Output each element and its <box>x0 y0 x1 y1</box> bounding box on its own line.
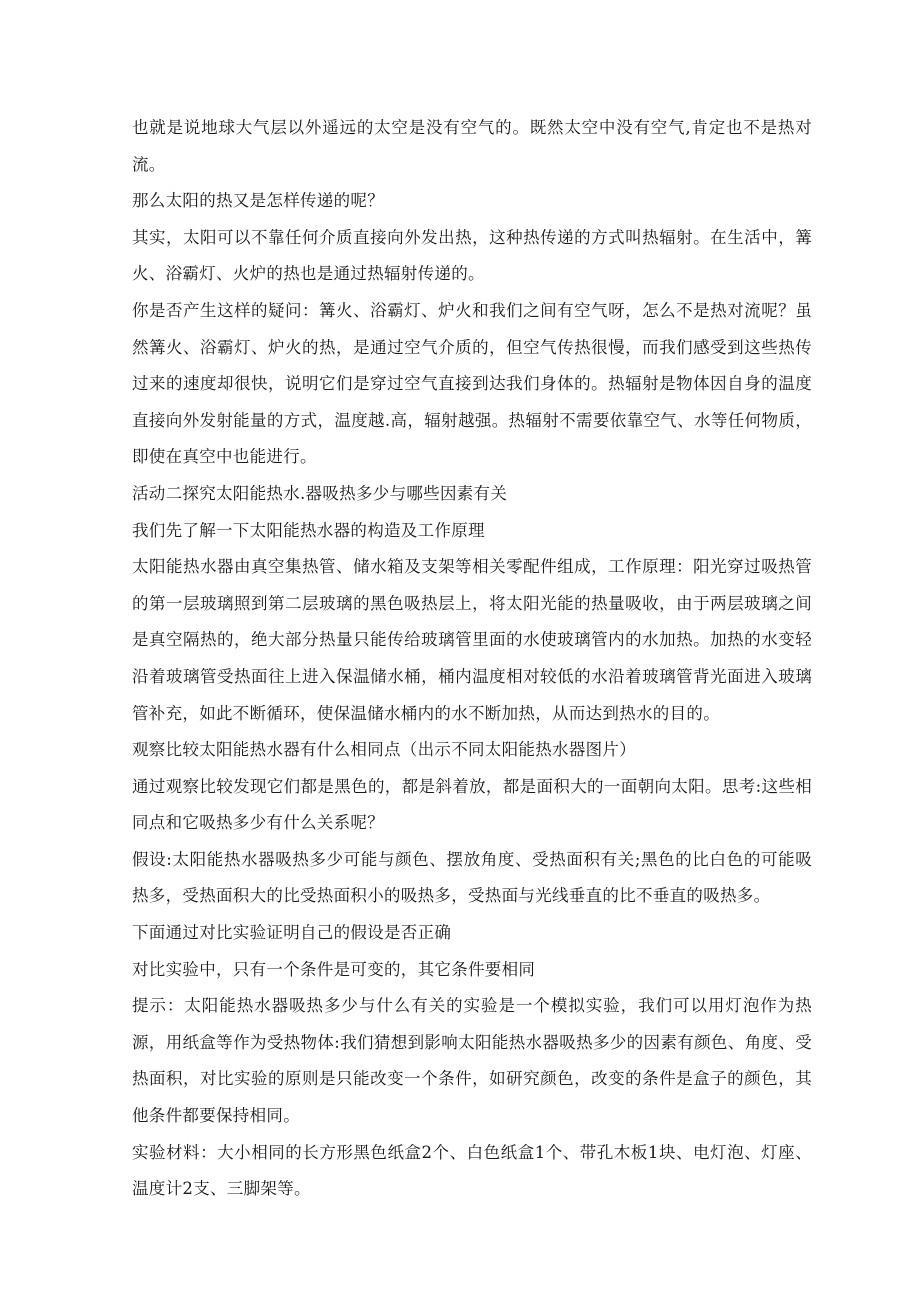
paragraph-7: 太阳能热水器由真空集热管、储水箱及支架等相关零配件组成，工作原理：阳光穿过吸热管的第一层玻璃照到第二层玻璃的黑色吸热层上，将太阳光能的热量吸收，由于两层玻璃之间是真空隔热的，绝大部分热量只能传给玻璃管里面的水使玻璃管内的水加热。加热的水变轻沿着玻璃管受热面往上进入保温储水桶，桶内温度相对较低的水沿着玻璃管背光面进入玻璃管补充，如此不断循环，使保温储水桶内的水不断加热，从而达到热水的目的。 <box>132 557 812 723</box>
paragraph-11: 下面通过对比实验证明自己的假设是否正确 <box>132 923 452 943</box>
paragraph-10: 假设:太阳能热水器吸热多少可能与颜色、摆放角度、受热面积有关;黑色的比白色的可能吸热多，受热面积大的比受热面积小的吸热多，受热面与光线垂直的比不垂直的吸热多。 <box>132 849 812 906</box>
paragraph-9: 通过观察比较发现它们都是黑色的，都是斜着放，都是面积大的一面朝向太阳。思考:这些相同点和它吸热多少有什么关系呢？ <box>132 776 812 833</box>
document-body <box>132 110 812 1208</box>
paragraph-14: 实验材料：大小相同的长方形黑色纸盒2个、白色纸盒1个、带孔木板1块、电灯泡、灯座、温度计2支、三脚架等。 <box>132 1142 812 1199</box>
paragraph-13: 提示：太阳能热水器吸热多少与什么有关的实验是一个模拟实验，我们可以用灯泡作为热源，用纸盒等作为受热物体:我们猜想到影响太阳能热水器吸热多少的因素有颜色、角度、受热面积，对比实验的原则是只能改变一个条件，如研究颜色，改变的条件是盒子的颜色，其他条件都要保持相同。 <box>132 996 812 1126</box>
paragraph-4: 你是否产生这样的疑问：篝火、浴霸灯、炉火和我们之间有空气呀，怎么不是热对流呢？虽然篝火、浴霸灯、炉火的热，是通过空气介质的，但空气传热很慢，而我们感受到这些热传过来的速度却很快，说明它们是穿过空气直接到达我们身体的。热辐射是物体因自身的温度直接向外发射能量的方式，温度越.高，辐射越强。热辐射不需要依靠空气、水等任何物质，即使在真空中也能进行。 <box>132 300 812 467</box>
paragraph-1: 也就是说地球大气层以外遥远的太空是没有空气的。既然太空中没有空气,肯定也不是热对流。 <box>132 118 812 174</box>
section-heading-activity-2: 活动二探究太阳能热水.器吸热多少与哪些因素有关 <box>132 483 508 503</box>
paragraph-2: 那么太阳的热又是怎样传递的呢？ <box>132 191 384 211</box>
paragraph-8: 观察比较太阳能热水器有什么相同点（出示不同太阳能热水器图片） <box>132 740 636 760</box>
paragraph-6: 我们先了解一下太阳能热水器的构造及工作原理 <box>132 520 485 540</box>
paragraph-12: 对比实验中，只有一个条件是可变的，其它条件要相同 <box>132 959 536 979</box>
paragraph-3: 其实，太阳可以不靠任何介质直接向外发出热，这种热传递的方式叫热辐射。在生活中，篝火、浴霸灯、火炉的热也是通过热辐射传递的。 <box>132 227 812 284</box>
